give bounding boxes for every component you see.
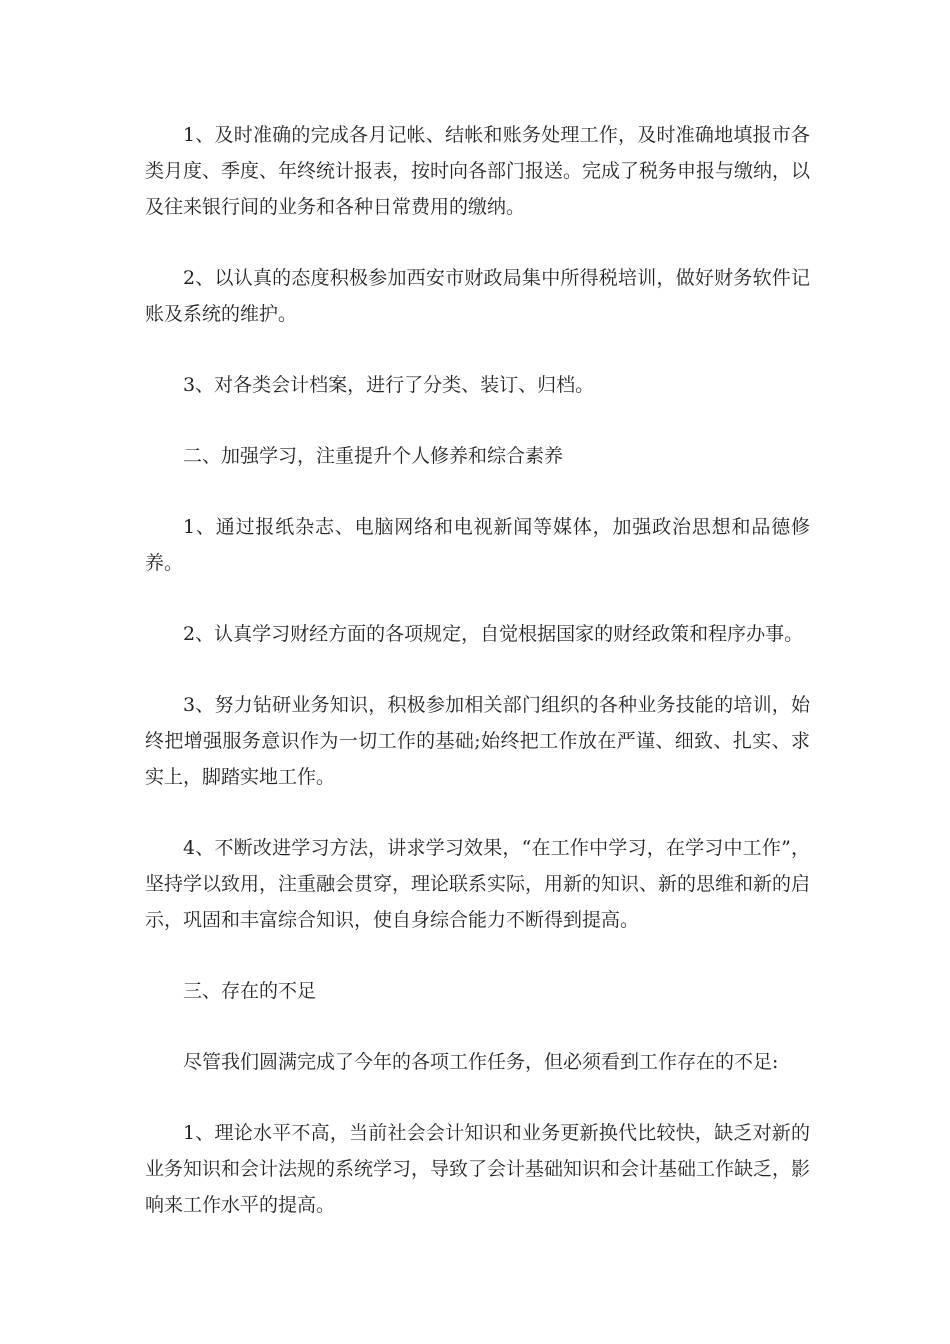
paragraph-5: 2、认真学习财经方面的各项规定，自觉根据国家的财经政策和程序办事。 — [183, 623, 804, 645]
section-heading-2: 二、加强学习，注重提升个人修养和综合素养 — [183, 445, 564, 467]
paragraph-9: 1、理论水平不高，当前社会会计知识和业务更新换代比较快，缺乏对新的业务知识和会计法规的系统学习，导致了会计基础知识和会计基础工作缺乏，影响来工作水平的提高。 — [145, 1122, 811, 1216]
paragraph-4: 1、通过报纸杂志、电脑网络和电视新闻等媒体，加强政治思想和品德修养。 — [145, 516, 810, 574]
document-body — [145, 117, 810, 1258]
paragraph-6: 3、努力钻研业务知识，积极参加相关部门组织的各种业务技能的培训，始终把增强服务意识作为一切工作的基础;始终把工作放在严谨、细致、扎实、求实上，脚踏实地工作。 — [145, 694, 810, 788]
paragraph-8: 尽管我们圆满完成了今年的各项工作任务，但必须看到工作存在的不足: — [183, 1051, 779, 1073]
paragraph-3: 3、对各类会计档案，进行了分类、装订、归档。 — [183, 374, 595, 396]
section-heading-3: 三、存在的不足 — [183, 980, 317, 1002]
paragraph-1: 1、及时准确的完成各月记帐、结帐和账务处理工作，及时准确地填报市各类月度、季度、年终统计报表，按时向各部门报送。完成了税务申报与缴纳，以及往来银行间的业务和各种日常费用的缴纳。 — [145, 124, 811, 218]
paragraph-2: 2、以认真的态度积极参加西安市财政局集中所得税培训，做好财务软件记账及系统的维护。 — [145, 267, 810, 325]
paragraph-7: 4、不断改进学习方法，讲求学习效果，“在工作中学习，在学习中工作”，坚持学以致用，注重融会贯穿，理论联系实际，用新的知识、新的思维和新的启示，巩固和丰富综合知识，使自身综合能力不断得到提高。 — [145, 837, 811, 931]
